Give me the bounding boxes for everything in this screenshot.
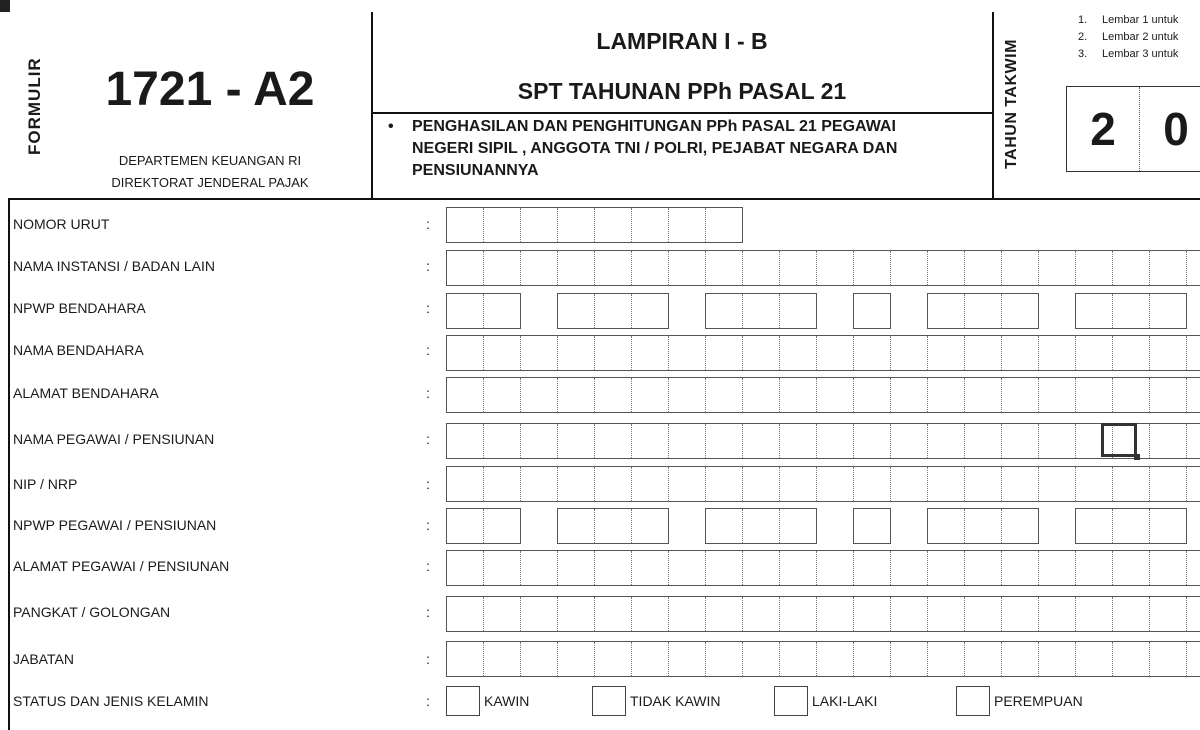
character-cell[interactable] (483, 597, 520, 631)
character-cell[interactable] (483, 378, 520, 412)
character-cell[interactable] (854, 294, 890, 328)
colon: : (426, 517, 430, 533)
character-cell[interactable] (1186, 424, 1200, 458)
nama-bendahara-input[interactable] (446, 335, 1200, 371)
character-cell[interactable] (964, 642, 1001, 676)
lampiran-title: LAMPIRAN I - B (596, 28, 768, 54)
character-cell[interactable] (483, 467, 520, 501)
character-cell[interactable] (1186, 551, 1200, 585)
character-cell[interactable] (816, 251, 853, 285)
character-cell[interactable] (853, 336, 890, 370)
lembar-item: 1. Lembar 1 untuk (1078, 14, 1179, 26)
character-cell[interactable] (705, 551, 742, 585)
npwp-segment[interactable] (927, 293, 1039, 329)
character-cell[interactable] (1149, 336, 1186, 370)
character-cell[interactable] (1186, 251, 1200, 285)
character-cell[interactable] (447, 551, 483, 585)
nama-instansi-input[interactable] (446, 250, 1200, 286)
npwp-segment[interactable] (853, 508, 891, 544)
label-jabatan: JABATAN (13, 651, 74, 667)
character-cell[interactable] (557, 597, 594, 631)
character-cell[interactable] (594, 378, 631, 412)
label-nomor-urut: NOMOR URUT (13, 216, 110, 232)
character-cell[interactable] (520, 551, 557, 585)
kawin-label: KAWIN (484, 693, 530, 709)
character-cell[interactable] (964, 251, 1001, 285)
character-cell[interactable] (483, 208, 520, 242)
character-cell[interactable] (520, 424, 557, 458)
character-cell[interactable] (447, 597, 483, 631)
character-cell[interactable] (668, 378, 705, 412)
label-status-jenis-kelamin: STATUS DAN JENIS KELAMIN (13, 693, 209, 709)
form-code: 1721 - A2 (105, 63, 315, 116)
character-cell[interactable] (779, 336, 816, 370)
label-nama-bendahara: NAMA BENDAHARA (13, 342, 144, 358)
character-cell[interactable] (927, 467, 964, 501)
description-line-1: PENGHASILAN DAN PENGHITUNGAN PPh PASAL 21 PEGAWAI (412, 118, 896, 135)
colon: : (426, 558, 430, 574)
character-cell[interactable] (742, 424, 779, 458)
character-cell[interactable] (520, 642, 557, 676)
character-cell[interactable] (890, 251, 927, 285)
character-cell[interactable] (1038, 378, 1075, 412)
character-cell[interactable] (964, 509, 1001, 543)
character-cell[interactable] (779, 467, 816, 501)
character-cell[interactable] (594, 642, 631, 676)
character-cell[interactable] (520, 597, 557, 631)
character-cell[interactable] (1075, 597, 1112, 631)
tahun-takwim-label: TAHUN TAKWIM (1003, 39, 1020, 169)
character-cell[interactable] (631, 378, 668, 412)
character-cell[interactable] (705, 336, 742, 370)
character-cell[interactable] (928, 509, 964, 543)
character-cell[interactable] (779, 294, 816, 328)
character-cell[interactable] (447, 424, 483, 458)
character-cell[interactable] (742, 642, 779, 676)
active-cell-cursor[interactable] (1101, 423, 1137, 457)
character-cell[interactable] (705, 642, 742, 676)
character-cell[interactable] (631, 642, 668, 676)
character-cell[interactable] (447, 509, 483, 543)
colon: : (426, 258, 430, 274)
npwp-segment[interactable] (446, 293, 521, 329)
character-cell[interactable] (1149, 251, 1186, 285)
character-cell[interactable] (447, 378, 483, 412)
character-cell[interactable] (631, 336, 668, 370)
character-cell[interactable] (779, 597, 816, 631)
character-cell[interactable] (594, 208, 631, 242)
character-cell[interactable] (631, 294, 668, 328)
character-cell[interactable] (1149, 642, 1186, 676)
character-cell[interactable] (779, 378, 816, 412)
npwp-segment[interactable] (705, 293, 817, 329)
character-cell[interactable] (557, 251, 594, 285)
year-input[interactable] (1066, 86, 1200, 172)
character-cell[interactable] (447, 467, 483, 501)
tidak-kawin-checkbox[interactable] (592, 686, 626, 716)
character-cell[interactable] (1001, 336, 1038, 370)
character-cell[interactable] (631, 424, 668, 458)
character-cell[interactable] (742, 467, 779, 501)
character-cell[interactable] (557, 208, 594, 242)
character-cell[interactable] (1112, 336, 1149, 370)
character-cell[interactable] (668, 467, 705, 501)
pangkat-golongan-input[interactable] (446, 596, 1200, 632)
spt-title: SPT TAHUNAN PPh PASAL 21 (517, 78, 847, 104)
character-cell[interactable] (816, 597, 853, 631)
character-cell[interactable] (779, 642, 816, 676)
character-cell[interactable] (927, 424, 964, 458)
character-cell[interactable] (927, 551, 964, 585)
status-option-kawin[interactable] (446, 686, 592, 716)
kawin-checkbox[interactable] (446, 686, 480, 716)
character-cell[interactable] (1186, 642, 1200, 676)
character-cell[interactable] (520, 378, 557, 412)
character-cell[interactable] (705, 251, 742, 285)
character-cell[interactable] (854, 509, 890, 543)
character-cell[interactable] (927, 378, 964, 412)
character-cell[interactable] (1149, 294, 1186, 328)
npwp-segment[interactable] (705, 508, 817, 544)
character-cell[interactable] (816, 642, 853, 676)
status-option-tidak-kawin[interactable] (592, 686, 774, 716)
character-cell[interactable] (1149, 467, 1186, 501)
character-cell[interactable] (742, 509, 779, 543)
character-cell[interactable] (483, 551, 520, 585)
character-cell[interactable] (1038, 642, 1075, 676)
npwp-segment[interactable] (557, 293, 669, 329)
character-cell[interactable] (1001, 294, 1038, 328)
character-cell[interactable] (668, 551, 705, 585)
character-cell[interactable] (1149, 378, 1186, 412)
character-cell[interactable] (816, 424, 853, 458)
character-cell[interactable] (927, 642, 964, 676)
character-cell[interactable] (816, 467, 853, 501)
character-cell[interactable] (779, 551, 816, 585)
colon: : (426, 342, 430, 358)
character-cell[interactable] (483, 294, 520, 328)
character-cell[interactable] (1112, 642, 1149, 676)
character-cell[interactable] (1076, 294, 1112, 328)
laki-laki-label: LAKI-LAKI (812, 693, 878, 709)
laki-laki-checkbox[interactable] (774, 686, 808, 716)
lembar-list (1078, 12, 1178, 63)
character-cell[interactable] (594, 424, 631, 458)
character-cell[interactable] (853, 467, 890, 501)
description-line-2: NEGERI SIPIL , ANGGOTA TNI / POLRI, PEJABAT NEGARA DAN (412, 140, 898, 157)
description-bullet: • (388, 118, 394, 135)
lembar-item: 3. Lembar 3 untuk (1078, 48, 1179, 60)
character-cell[interactable] (557, 642, 594, 676)
character-cell[interactable] (483, 642, 520, 676)
character-cell[interactable] (927, 251, 964, 285)
character-cell[interactable] (1149, 509, 1186, 543)
character-cell[interactable] (853, 642, 890, 676)
status-option-laki-laki[interactable] (774, 686, 956, 716)
character-cell[interactable] (890, 378, 927, 412)
character-cell[interactable] (890, 597, 927, 631)
character-cell[interactable] (779, 509, 816, 543)
character-cell[interactable] (706, 509, 742, 543)
character-cell[interactable] (631, 208, 668, 242)
character-cell[interactable] (1186, 378, 1200, 412)
character-cell[interactable] (1038, 336, 1075, 370)
character-cell[interactable] (1186, 467, 1200, 501)
character-cell[interactable] (594, 597, 631, 631)
character-cell[interactable] (1149, 424, 1186, 458)
character-cell[interactable] (890, 642, 927, 676)
directorate-name: DIREKTORAT JENDERAL PAJAK (111, 175, 309, 190)
character-cell[interactable] (1001, 642, 1038, 676)
character-cell[interactable] (1112, 378, 1149, 412)
character-cell[interactable] (742, 251, 779, 285)
character-cell[interactable] (742, 551, 779, 585)
nip-nrp-input[interactable] (446, 466, 1200, 502)
character-cell[interactable] (1112, 294, 1149, 328)
npwp-segment[interactable] (1075, 293, 1187, 329)
character-cell[interactable] (853, 551, 890, 585)
perempuan-checkbox[interactable] (956, 686, 990, 716)
character-cell[interactable] (816, 336, 853, 370)
character-cell[interactable] (1001, 551, 1038, 585)
label-nama-instansi: NAMA INSTANSI / BADAN LAIN (13, 258, 216, 274)
npwp-bendahara-input[interactable] (446, 293, 1187, 329)
character-cell[interactable] (927, 336, 964, 370)
header-divider-right (992, 12, 994, 200)
character-cell[interactable] (668, 642, 705, 676)
colon: : (426, 476, 430, 492)
npwp-segment[interactable] (446, 508, 521, 544)
colon: : (426, 216, 430, 232)
character-cell[interactable] (557, 467, 594, 501)
character-cell[interactable] (1149, 551, 1186, 585)
character-cell[interactable] (1075, 642, 1112, 676)
character-cell[interactable] (890, 551, 927, 585)
character-cell[interactable] (483, 424, 520, 458)
character-cell[interactable] (1075, 251, 1112, 285)
character-cell[interactable] (1186, 336, 1200, 370)
character-cell[interactable] (447, 251, 483, 285)
character-cell[interactable] (594, 294, 631, 328)
character-cell[interactable] (483, 336, 520, 370)
character-cell[interactable] (483, 251, 520, 285)
colon: : (426, 693, 430, 709)
character-cell[interactable] (1001, 251, 1038, 285)
character-cell[interactable] (594, 251, 631, 285)
character-cell[interactable] (964, 597, 1001, 631)
character-cell[interactable] (853, 378, 890, 412)
character-cell[interactable] (1075, 336, 1112, 370)
character-cell[interactable] (705, 378, 742, 412)
character-cell[interactable] (964, 424, 1001, 458)
npwp-pegawai-input[interactable] (446, 508, 1187, 544)
character-cell[interactable] (1112, 551, 1149, 585)
character-cell[interactable] (631, 551, 668, 585)
corner-mark (0, 0, 10, 12)
character-cell[interactable] (705, 208, 742, 242)
character-cell[interactable] (668, 597, 705, 631)
npwp-segment[interactable] (853, 293, 891, 329)
character-cell[interactable] (668, 336, 705, 370)
character-cell[interactable] (594, 336, 631, 370)
character-cell[interactable] (447, 642, 483, 676)
character-cell[interactable] (890, 336, 927, 370)
character-cell[interactable] (1112, 251, 1149, 285)
character-cell[interactable] (668, 208, 705, 242)
character-cell[interactable] (927, 597, 964, 631)
form-description (412, 116, 987, 182)
label-pangkat-golongan: PANGKAT / GOLONGAN (13, 604, 171, 620)
character-cell[interactable] (520, 208, 557, 242)
character-cell[interactable] (1001, 509, 1038, 543)
character-cell[interactable] (890, 424, 927, 458)
character-cell[interactable] (1038, 551, 1075, 585)
character-cell[interactable] (557, 551, 594, 585)
character-cell[interactable] (742, 378, 779, 412)
character-cell[interactable] (705, 597, 742, 631)
character-cell[interactable] (853, 251, 890, 285)
lembar-item: 2. Lembar 2 untuk (1078, 31, 1179, 43)
fill-handle[interactable] (1134, 454, 1140, 460)
character-cell[interactable] (742, 336, 779, 370)
character-cell[interactable] (779, 424, 816, 458)
character-cell[interactable] (705, 424, 742, 458)
character-cell[interactable] (631, 509, 668, 543)
character-cell[interactable] (1001, 467, 1038, 501)
character-cell[interactable] (964, 294, 1001, 328)
character-cell[interactable] (1075, 551, 1112, 585)
character-cell[interactable] (816, 378, 853, 412)
character-cell[interactable] (706, 294, 742, 328)
label-alamat-pegawai: ALAMAT PEGAWAI / PENSIUNAN (13, 558, 230, 574)
character-cell[interactable] (1186, 597, 1200, 631)
year-digit[interactable]: 0 (1140, 87, 1200, 171)
colon: : (426, 300, 430, 316)
colon: : (426, 431, 430, 447)
character-cell[interactable] (742, 597, 779, 631)
title-underline (371, 112, 993, 114)
character-cell[interactable] (853, 597, 890, 631)
character-cell[interactable] (890, 467, 927, 501)
character-cell[interactable] (520, 336, 557, 370)
alamat-bendahara-input[interactable] (446, 377, 1200, 413)
character-cell[interactable] (594, 551, 631, 585)
character-cell[interactable] (447, 336, 483, 370)
character-cell[interactable] (779, 251, 816, 285)
character-cell[interactable] (447, 294, 483, 328)
label-npwp-bendahara: NPWP BENDAHARA (13, 300, 146, 316)
character-cell[interactable] (1112, 509, 1149, 543)
character-cell[interactable] (1075, 467, 1112, 501)
character-cell[interactable] (1149, 597, 1186, 631)
character-cell[interactable] (557, 336, 594, 370)
character-cell[interactable] (928, 294, 964, 328)
label-npwp-pegawai: NPWP PEGAWAI / PENSIUNAN (13, 517, 217, 533)
character-cell[interactable] (1001, 597, 1038, 631)
department-name: DEPARTEMEN KEUANGAN RI (118, 153, 302, 168)
character-cell[interactable] (816, 551, 853, 585)
description-line-3: PENSIUNANNYA (412, 162, 539, 179)
character-cell[interactable] (594, 467, 631, 501)
nomor-urut-input[interactable] (446, 207, 743, 243)
character-cell[interactable] (447, 208, 483, 242)
nama-pegawai-input[interactable] (446, 423, 1200, 459)
formulir-label: FORMULIR (25, 57, 44, 155)
label-alamat-bendahara: ALAMAT BENDAHARA (13, 385, 159, 401)
character-cell[interactable] (964, 551, 1001, 585)
jabatan-input[interactable] (446, 641, 1200, 677)
character-cell[interactable] (742, 294, 779, 328)
character-cell[interactable] (557, 424, 594, 458)
character-cell[interactable] (668, 424, 705, 458)
year-digit[interactable]: 2 (1067, 87, 1140, 171)
label-nama-pegawai: NAMA PEGAWAI / PENSIUNAN (13, 431, 215, 447)
npwp-segment[interactable] (1075, 508, 1187, 544)
tidak-kawin-label: TIDAK KAWIN (630, 693, 721, 709)
label-nip-nrp: NIP / NRP (13, 476, 78, 492)
character-cell[interactable] (1001, 378, 1038, 412)
character-cell[interactable] (1112, 597, 1149, 631)
alamat-pegawai-input[interactable] (446, 550, 1200, 586)
department-block (60, 150, 360, 194)
character-cell[interactable] (558, 509, 594, 543)
character-cell[interactable] (631, 251, 668, 285)
npwp-segment[interactable] (927, 508, 1039, 544)
character-cell[interactable] (1001, 424, 1038, 458)
character-cell[interactable] (1112, 467, 1149, 501)
character-cell[interactable] (964, 467, 1001, 501)
character-cell[interactable] (668, 251, 705, 285)
character-cell[interactable] (1076, 509, 1112, 543)
character-cell[interactable] (631, 597, 668, 631)
character-cell[interactable] (1038, 251, 1075, 285)
character-cell[interactable] (853, 424, 890, 458)
npwp-segment[interactable] (557, 508, 669, 544)
character-cell[interactable] (964, 378, 1001, 412)
colon: : (426, 604, 430, 620)
character-cell[interactable] (520, 251, 557, 285)
character-cell[interactable] (520, 467, 557, 501)
character-cell[interactable] (1038, 467, 1075, 501)
character-cell[interactable] (483, 509, 520, 543)
perempuan-label: PEREMPUAN (994, 693, 1083, 709)
status-option-perempuan[interactable] (956, 686, 1156, 716)
colon: : (426, 385, 430, 401)
character-cell[interactable] (631, 467, 668, 501)
character-cell[interactable] (558, 294, 594, 328)
character-cell[interactable] (594, 509, 631, 543)
status-options (446, 686, 1156, 716)
colon: : (426, 651, 430, 667)
character-cell[interactable] (964, 336, 1001, 370)
character-cell[interactable] (705, 467, 742, 501)
character-cell[interactable] (1038, 597, 1075, 631)
character-cell[interactable] (1075, 378, 1112, 412)
character-cell[interactable] (557, 378, 594, 412)
character-cell[interactable] (1038, 424, 1075, 458)
